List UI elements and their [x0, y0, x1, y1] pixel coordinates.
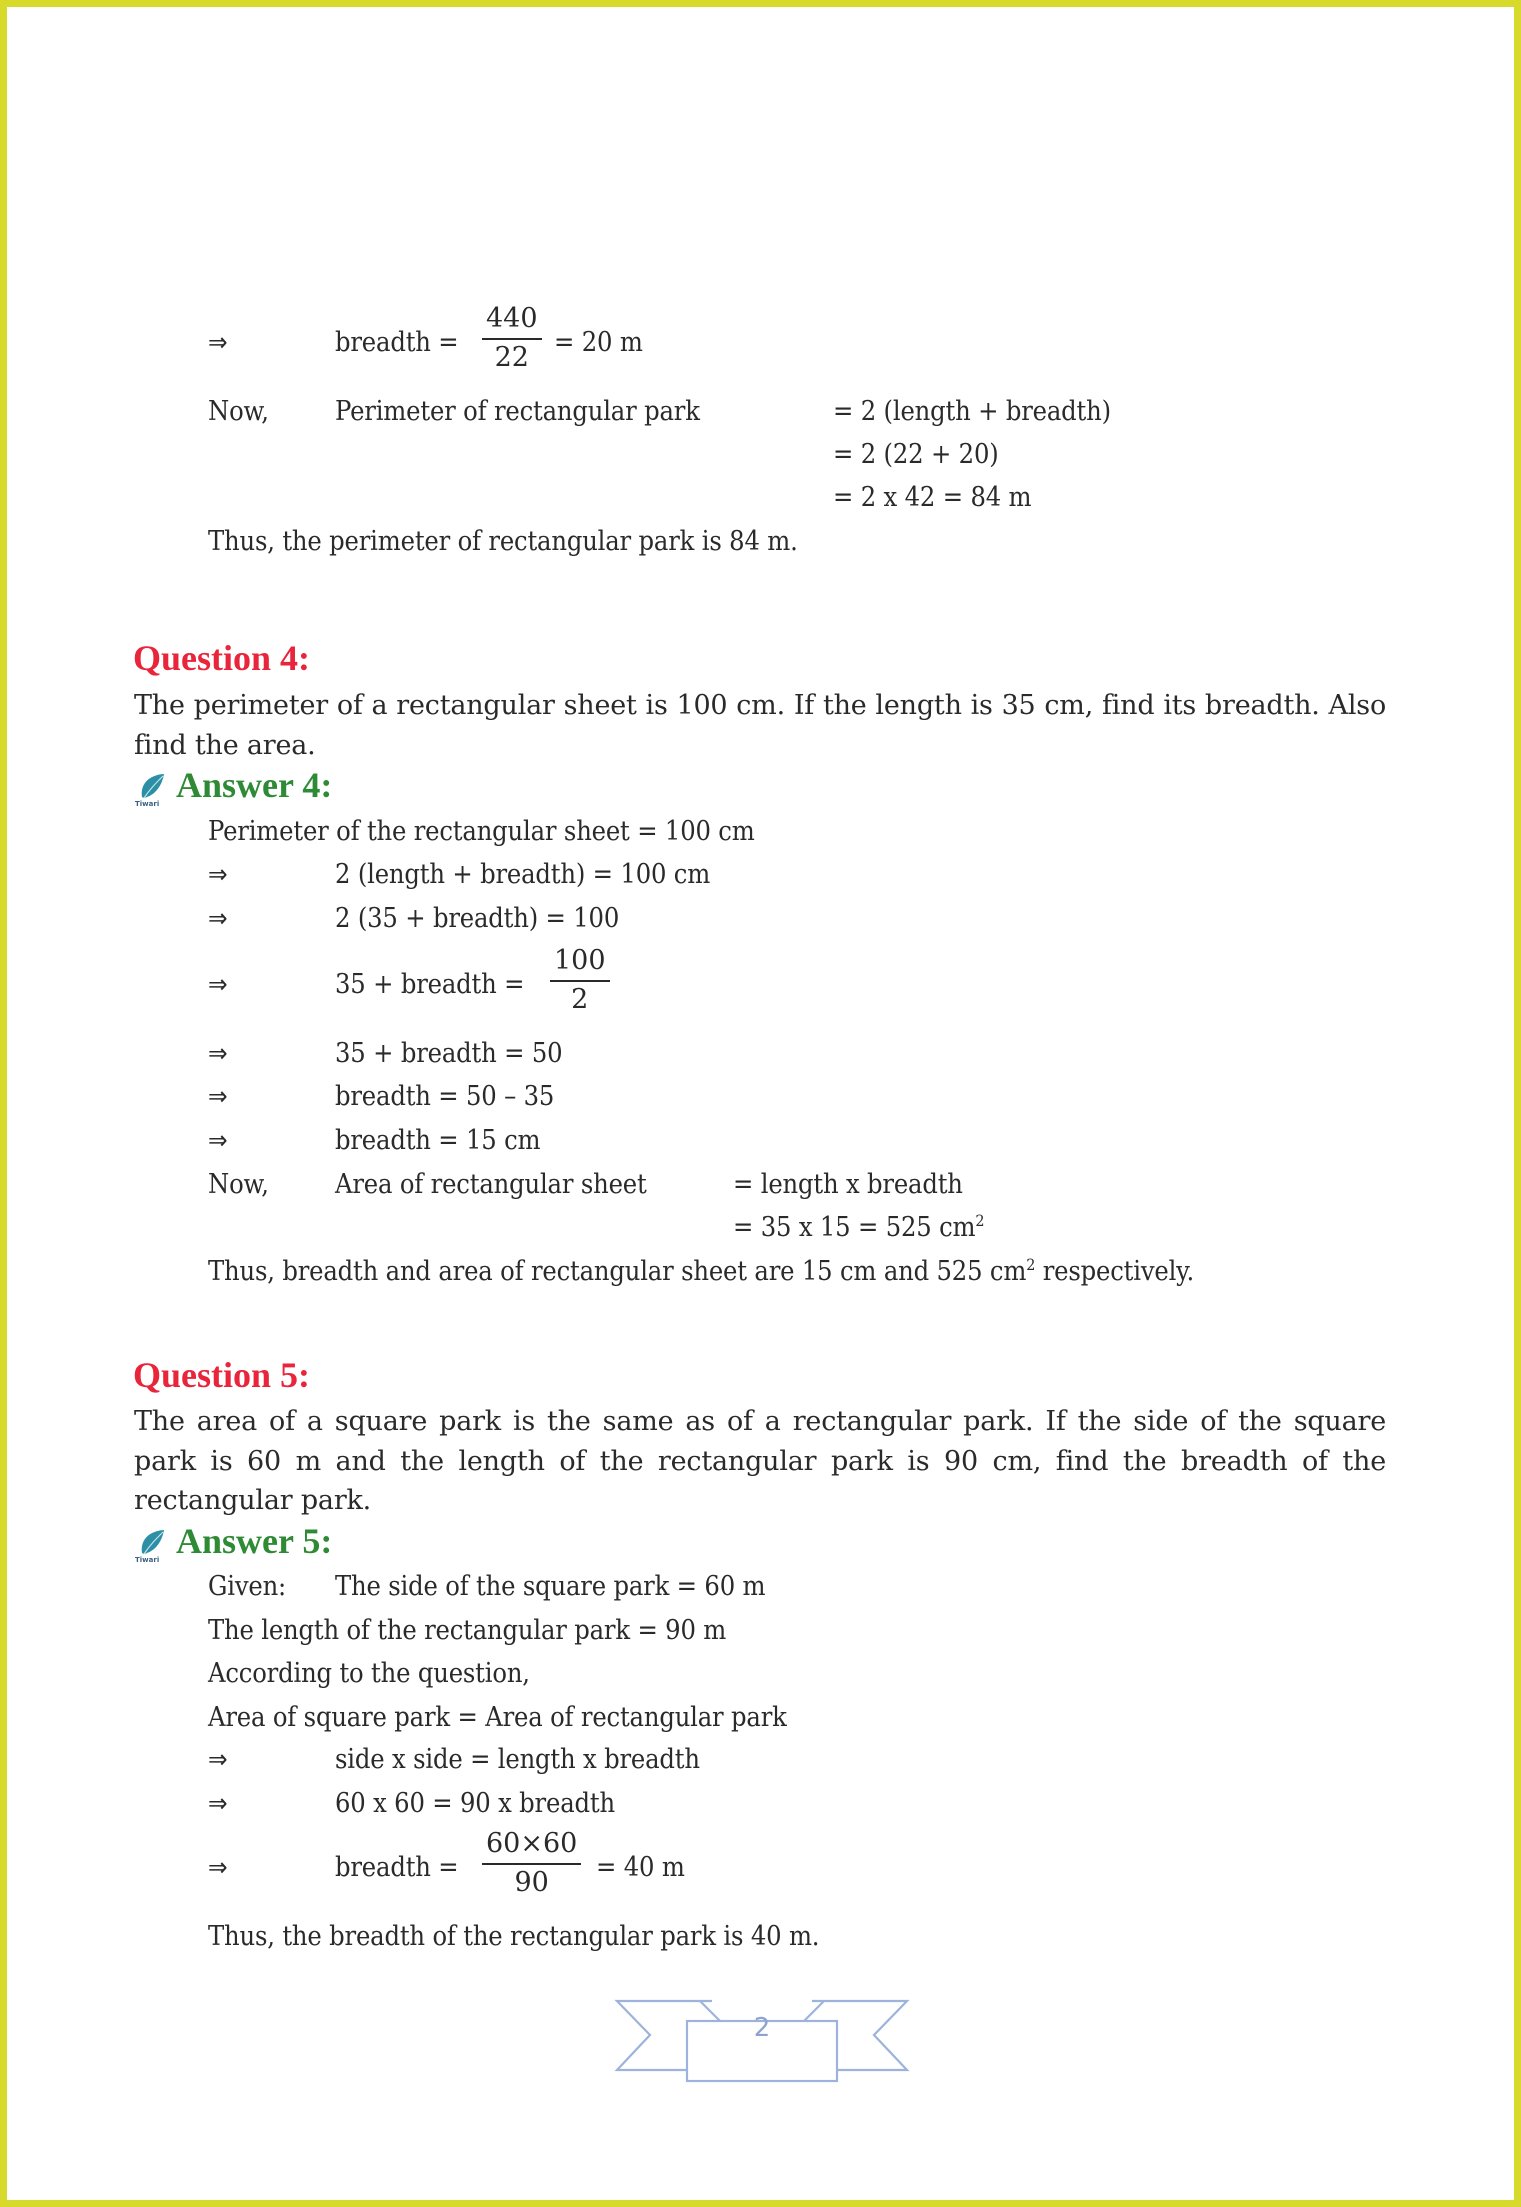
breadth-lhs: breadth = [335, 327, 459, 358]
q5-line-2: The length of the rectangular park = 90 m [208, 1615, 727, 1646]
implies-arrow: ⇒ [208, 970, 228, 1000]
fraction-numerator: 440 [482, 303, 542, 340]
perimeter-step-3: = 2 x 42 = 84 m [833, 482, 1032, 513]
fraction-440-22 [482, 303, 542, 374]
implies-arrow: ⇒ [208, 1082, 228, 1112]
fraction-denominator: 22 [494, 342, 529, 373]
fraction-numerator: 100 [550, 945, 610, 982]
fraction-numerator: 60×60 [482, 1828, 581, 1865]
q4-line-6: breadth = 50 – 35 [335, 1081, 555, 1112]
q4-line-3: 2 (35 + breadth) = 100 [335, 903, 620, 934]
now-label: Now, [208, 1169, 269, 1200]
implies-arrow: ⇒ [208, 328, 228, 358]
q4-line-7: breadth = 15 cm [335, 1125, 541, 1156]
implies-arrow: ⇒ [208, 860, 228, 890]
answer-4-label: Answer 4: [176, 765, 333, 805]
q5-line-6: 60 x 60 = 90 x breadth [335, 1788, 615, 1819]
question-5-heading: Question 5: [133, 1355, 311, 1395]
fraction-3600-90 [482, 1828, 581, 1899]
question-5-text: The area of a square park is the same as of a rectangular park. If the side of the square park is 60 m and the length of the rectangular park is 90 cm, find the breadth of the rectangular park. [134, 1406, 1386, 1516]
q5-line-3: According to the question, [208, 1658, 530, 1689]
q5-line-4: Area of square park = Area of rectangular park [208, 1702, 787, 1733]
q4-line-4-lhs: 35 + breadth = [335, 969, 525, 1000]
page-number: 2 [753, 2013, 771, 2043]
svg-text:Tiwari: Tiwari [135, 1556, 160, 1563]
answer-5-label: Answer 5: [176, 1521, 333, 1561]
perimeter-step-2: = 2 (22 + 20) [833, 439, 999, 470]
q4-line-1: Perimeter of the rectangular sheet = 100 cm [208, 816, 755, 847]
implies-arrow: ⇒ [208, 1039, 228, 1069]
now-label: Now, [208, 396, 269, 427]
q4-conclusion: Thus, breadth and area of rectangular sheet are 15 cm and 525 $cm^2$ respectively. [208, 1255, 1195, 1287]
answer-5-heading [134, 1521, 332, 1561]
q5-line-7-rhs: = 40 m [596, 1852, 685, 1883]
q4-line-5: 35 + breadth = 50 [335, 1038, 563, 1069]
q5-line-5: side x side = length x breadth [335, 1744, 700, 1775]
q4-line-2: 2 (length + breadth) = 100 cm [335, 859, 711, 890]
q5-conclusion: Thus, the breadth of the rectangular park is 40 m. [208, 1921, 820, 1952]
fraction-denominator: 2 [571, 984, 589, 1015]
perimeter-label: Perimeter of rectangular park [335, 396, 700, 427]
question-4-text: The perimeter of a rectangular sheet is 100 cm. If the length is 35 cm, find its breadth. Also find the area. [134, 690, 1386, 761]
q5-line-7-lhs: breadth = [335, 1852, 459, 1883]
svg-text:Tiwari: Tiwari [135, 800, 160, 807]
tiwari-leaf-logo-icon [134, 771, 170, 807]
fraction-100-2 [550, 945, 610, 1016]
implies-arrow: ⇒ [208, 1126, 228, 1156]
given-label: Given: [208, 1571, 287, 1602]
tiwari-leaf-logo-icon [134, 1527, 170, 1563]
implies-arrow: ⇒ [208, 1853, 228, 1883]
area-step-2: = 35 x 15 = 525 $cm^2$ [733, 1211, 985, 1243]
implies-arrow: ⇒ [208, 1789, 228, 1819]
q3-conclusion: Thus, the perimeter of rectangular park is 84 m. [208, 526, 798, 557]
implies-arrow: ⇒ [208, 1745, 228, 1775]
question-4-heading: Question 4: [133, 638, 311, 678]
area-label: Area of rectangular sheet [335, 1169, 647, 1200]
implies-arrow: ⇒ [208, 904, 228, 934]
perimeter-step-1: = 2 (length + breadth) [833, 396, 1111, 427]
answer-4-heading [134, 765, 332, 805]
given-value: The side of the square park = 60 m [335, 1571, 766, 1602]
fraction-denominator: 90 [514, 1867, 549, 1898]
area-step-1: = length x breadth [733, 1169, 963, 1200]
breadth-rhs: = 20 m [554, 327, 643, 358]
